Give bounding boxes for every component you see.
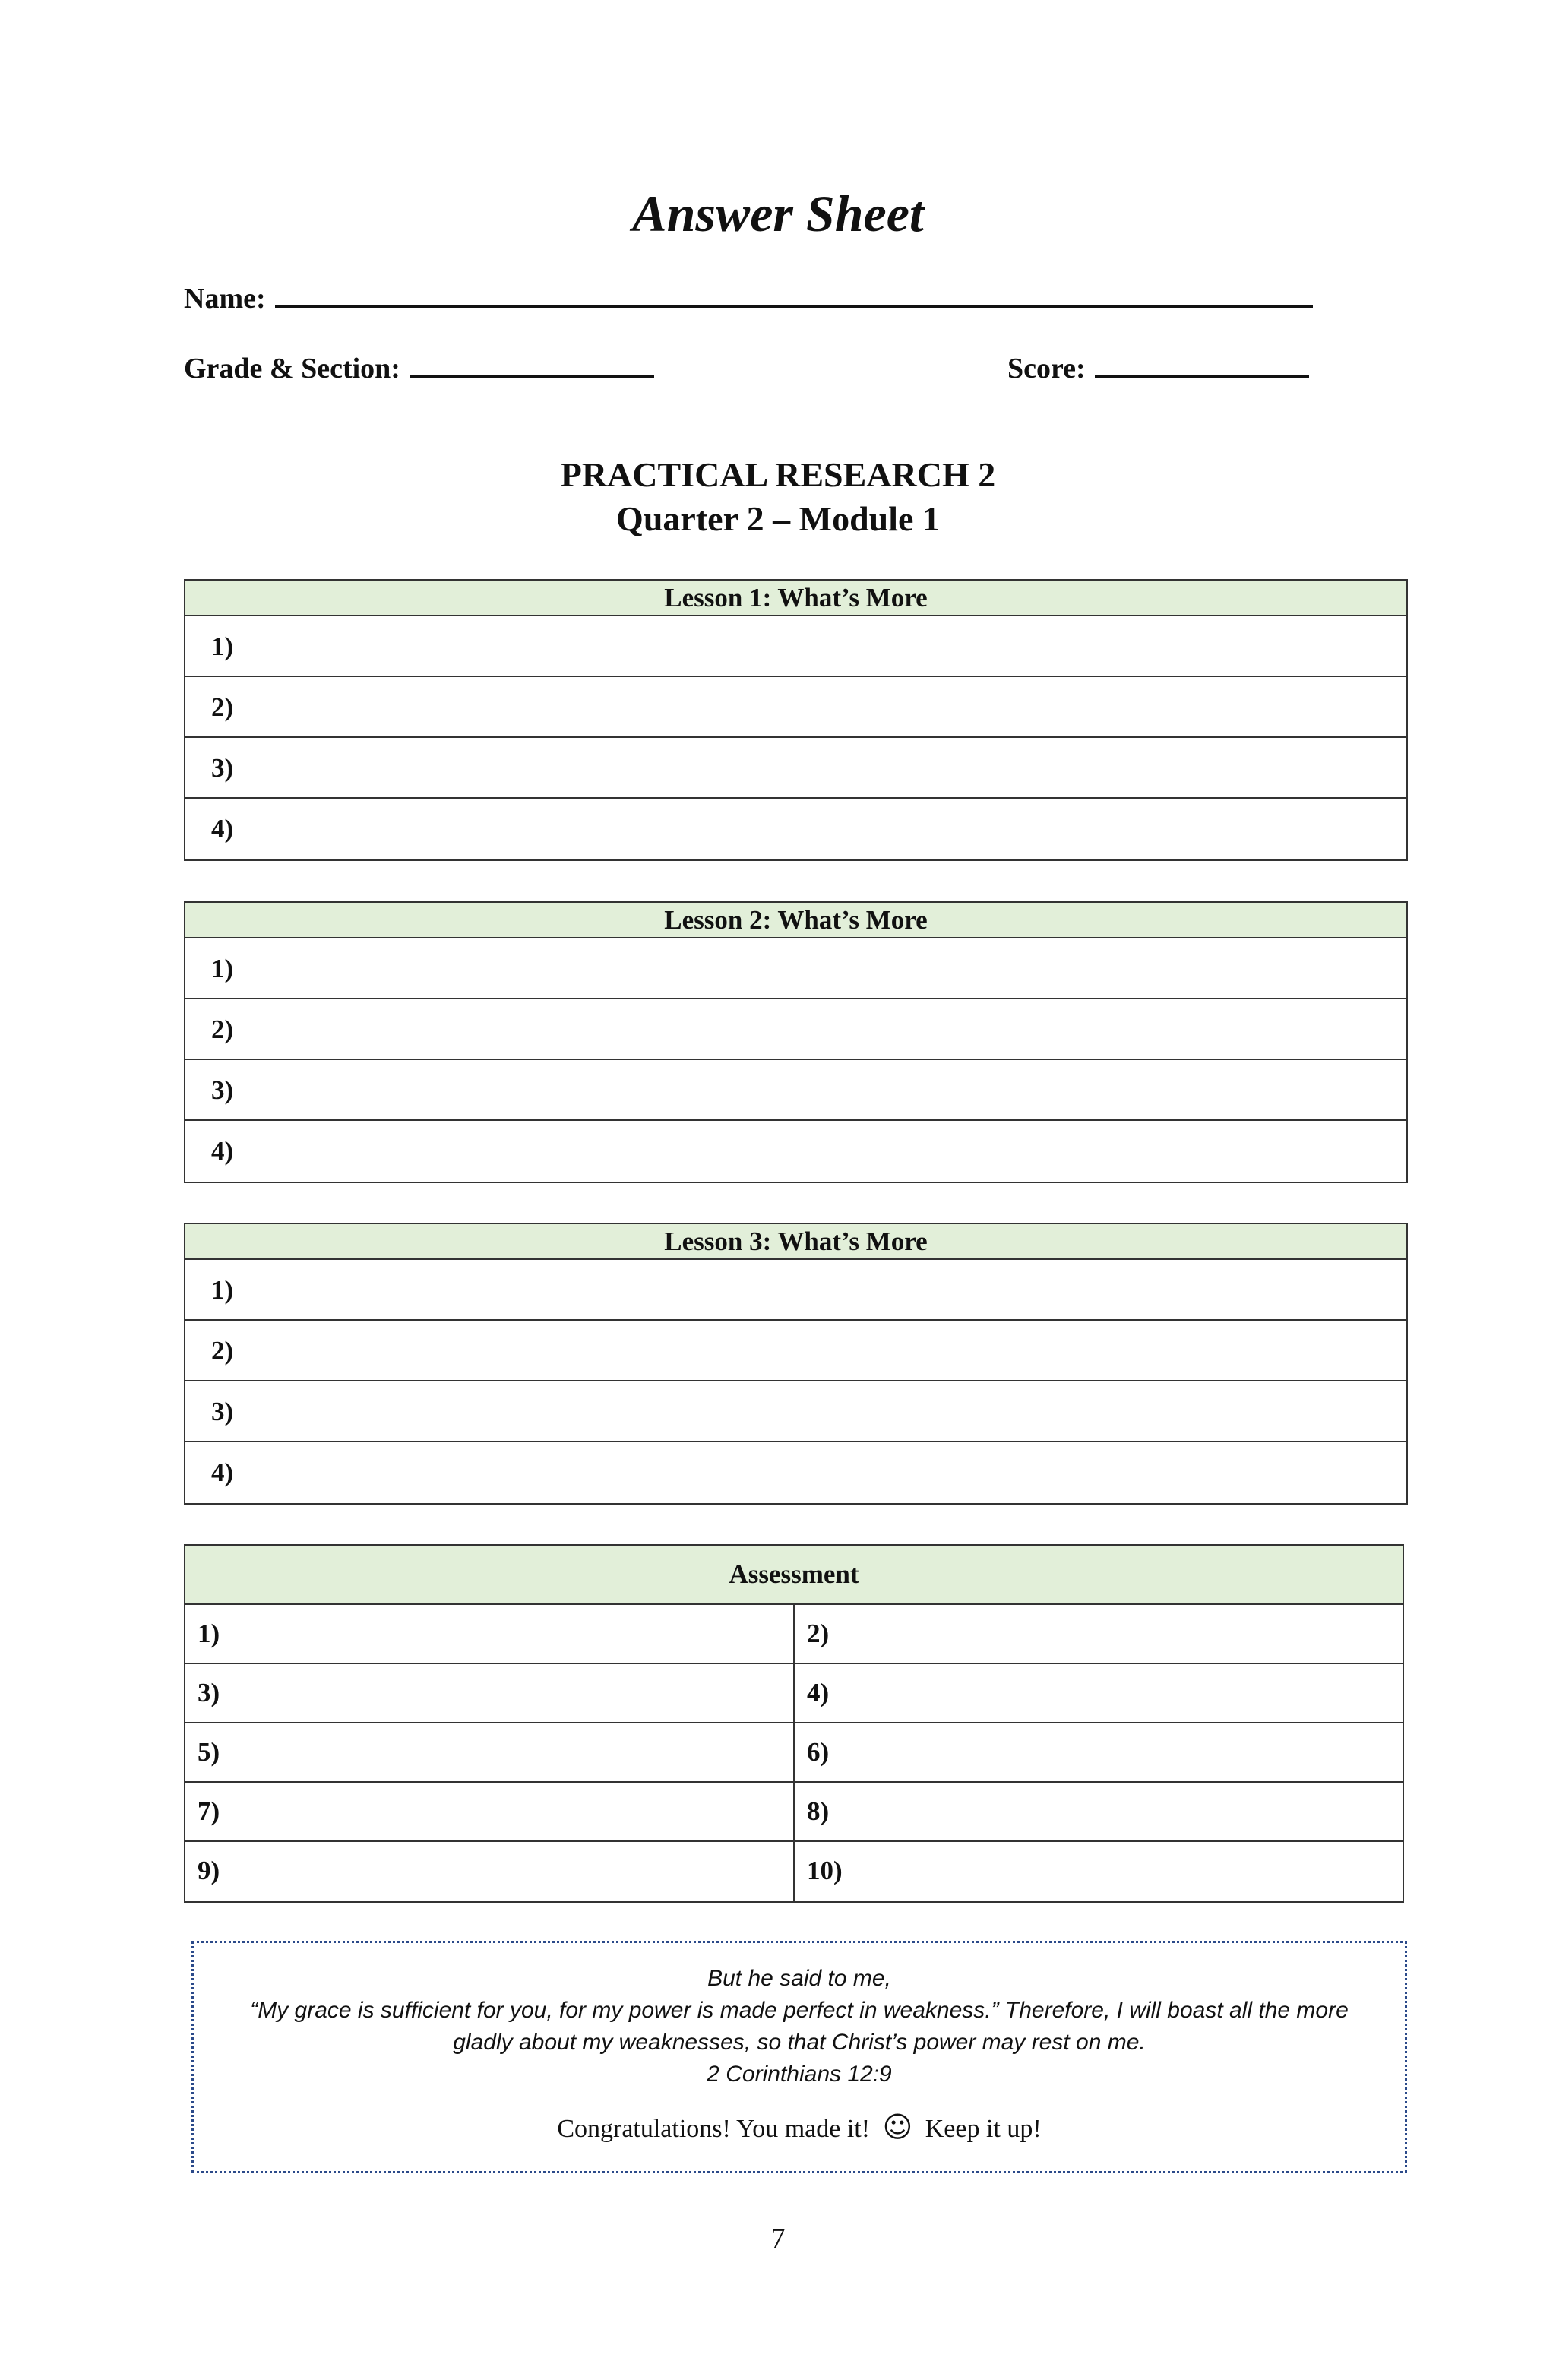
assessment-cell[interactable]: 10): [807, 1856, 843, 1885]
name-label: Name:: [184, 283, 266, 315]
assessment-header: Assessment: [185, 1546, 1403, 1605]
answer-row[interactable]: 1): [185, 1260, 1406, 1321]
assessment-cell[interactable]: 3): [185, 1664, 795, 1722]
lesson-3-header: Lesson 3: What’s More: [185, 1224, 1406, 1260]
assessment-row: [185, 1605, 1403, 1664]
assessment-cell[interactable]: 5): [185, 1723, 795, 1781]
grade-section-label: Grade & Section:: [184, 353, 400, 385]
lesson-1-table: [184, 579, 1408, 861]
name-blank[interactable]: [275, 278, 1313, 308]
lesson-2-header: Lesson 2: What’s More: [185, 903, 1406, 938]
answer-row[interactable]: 1): [185, 616, 1406, 677]
assessment-cell[interactable]: 6): [807, 1737, 830, 1767]
verse-reference: 2 Corinthians 12:9: [707, 2062, 892, 2087]
lesson-3-table: [184, 1223, 1408, 1505]
assessment-cell[interactable]: 1): [185, 1605, 795, 1663]
answer-row[interactable]: 3): [185, 738, 1406, 799]
assessment-cell[interactable]: 7): [185, 1783, 795, 1840]
score-blank[interactable]: [1095, 348, 1309, 378]
answer-row[interactable]: 2): [185, 677, 1406, 738]
assessment-row: [185, 1664, 1403, 1723]
name-field: [184, 278, 1313, 318]
assessment-cell[interactable]: 4): [807, 1678, 830, 1707]
answer-row[interactable]: 4): [211, 1457, 234, 1487]
page-title: Answer Sheet: [632, 185, 924, 242]
bible-verse-box: [191, 1941, 1407, 2173]
verse-text: [194, 1963, 1405, 2090]
subject-title: PRACTICAL RESEARCH 2: [560, 455, 996, 494]
lesson-2-table: [184, 901, 1408, 1183]
answer-row[interactable]: 2): [185, 1321, 1406, 1381]
page-number: 7: [770, 2223, 786, 2255]
grade-section-blank[interactable]: [410, 348, 654, 378]
congratulations-message: [194, 2110, 1405, 2144]
answer-row[interactable]: 3): [185, 1060, 1406, 1121]
assessment-table: [184, 1544, 1404, 1903]
score-field: [1007, 348, 1309, 388]
assessment-row: [185, 1783, 1403, 1842]
assessment-cell[interactable]: 8): [807, 1796, 830, 1826]
lesson-1-header: Lesson 1: What’s More: [185, 581, 1406, 616]
keep-it-up-text: Keep it up!: [925, 2115, 1042, 2143]
grade-section-field: [184, 348, 654, 388]
assessment-row: [185, 1842, 1403, 1901]
assessment-cell[interactable]: 9): [185, 1842, 795, 1901]
assessment-cell[interactable]: 2): [807, 1619, 830, 1648]
answer-row[interactable]: 3): [185, 1381, 1406, 1442]
answer-row[interactable]: 2): [185, 999, 1406, 1060]
verse-intro: But he said to me,: [707, 1966, 891, 1991]
score-label: Score:: [1007, 353, 1086, 385]
subject-heading: [0, 453, 1556, 541]
answer-row[interactable]: 4): [211, 814, 234, 843]
smiley-face-icon: ☺: [882, 2110, 913, 2144]
answer-row[interactable]: 4): [211, 1136, 234, 1166]
subject-module: Quarter 2 – Module 1: [616, 499, 940, 538]
assessment-row: [185, 1723, 1403, 1783]
congrats-text: Congratulations! You made it!: [557, 2115, 871, 2143]
verse-body: “My grace is sufficient for you, for my power is made perfect in weakness.” Therefore, I will boast all the more gladly about my weaknesses, so that Christ’s power may rest on me.: [250, 1998, 1349, 2055]
answer-row[interactable]: 1): [185, 938, 1406, 999]
